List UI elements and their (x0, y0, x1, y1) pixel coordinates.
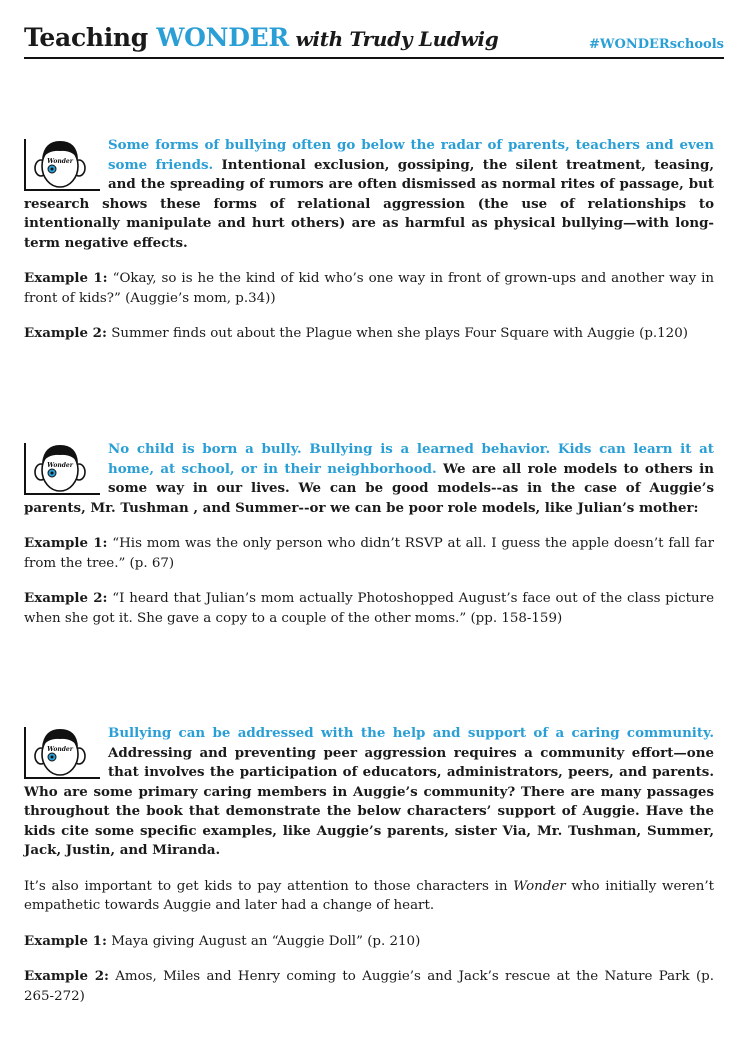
example-text: “I heard that Julian’s mom actually Photoshopped August’s face out of the class picture when she got it. She gave a copy to a couple of the other moms.” (pp. 158-159) (24, 591, 714, 626)
wonder-face-icon (24, 139, 100, 191)
wonder-face-icon (24, 443, 100, 495)
wonder-face-graphic (32, 441, 88, 493)
lead-text: Addressing and preventing peer aggression requires a community effort—one that involves the participation of educators, administrators, peers, and parents. Who are some primary caring members in Auggie’s community? There are many passages throughout the book that demonstrate the below characters’ support of Auggie. Have the kids cite some specific examples, like Auggie’s parents, sister Via, Mr. Tushman, Summer, Jack, Justin, and Miranda. (24, 744, 714, 858)
wonder-face-icon (24, 727, 100, 779)
page-header (24, 22, 724, 59)
section-lead (24, 440, 714, 518)
example-label: Example 1: (24, 270, 108, 286)
example-text: Maya giving August an “Auggie Doll” (p. 210) (106, 933, 421, 949)
example-2 (24, 589, 714, 628)
example-text: “Okay, so is he the kind of kid who’s one way in front of grown-ups and another way in front of kids?” (Auggie’s mom, p.34)) (24, 271, 714, 306)
example-label: Example 1: (24, 535, 108, 551)
example-1 (24, 534, 714, 573)
example-text: Amos, Miles and Henry coming to Auggie’s and Jack’s rescue at the Nature Park (p. 265-272) (24, 969, 715, 1004)
example-label: Example 2: (24, 325, 107, 341)
icon-wordmark: Wonder (47, 462, 73, 469)
lead-text: We are all role models to others in some way in our lives. We can be good models--as in the case of Auggie’s parents, Mr. Tushman , and Summer--or we can be poor role models, like Julian’s mother: (24, 460, 715, 516)
title-brand: WONDER (156, 23, 289, 52)
wonder-face-graphic (32, 137, 88, 189)
example-text: Summer finds out about the Plague when she plays Four Square with Auggie (p.120) (106, 326, 688, 341)
lead-highlight: Bullying can be addressed with the help and support of a caring community. (108, 725, 714, 741)
section-learned-behavior (24, 440, 714, 628)
example-1 (24, 269, 714, 308)
lead-highlight: No child is born a bully. Bullying is a learned behavior. Kids can learn it at home, at school, or in their neighborhood. (108, 441, 714, 477)
example-2 (24, 324, 714, 344)
example-text: “His mom was the only person who didn’t RSVP at all. I guess the apple doesn’t fall far from the tree.” (p. 67) (24, 536, 714, 571)
example-label: Example 2: (24, 968, 109, 984)
note-paragraph (24, 877, 714, 916)
book-title: Wonder (513, 878, 566, 894)
example-label: Example 2: (24, 590, 108, 606)
section-caring-community (24, 724, 714, 1006)
example-2 (24, 967, 714, 1006)
lead-highlight: Some forms of bullying often go below the radar of parents, teachers and even some friends. (108, 137, 714, 173)
wonder-face-graphic (32, 725, 88, 777)
icon-wordmark: Wonder (47, 746, 73, 753)
page-title (24, 22, 498, 55)
lead-text: Intentional exclusion, gossiping, the silent treatment, teasing, and the spreading of rumors are often dismissed as normal rites of passage, but research shows these forms of relational aggression (the use of relationships to intentionally manipulate and hurt others) are as harmful as physical bullying—with long-term negative effects. (24, 156, 714, 251)
icon-wordmark: Wonder (47, 158, 73, 165)
title-main: Teaching (24, 23, 157, 52)
example-label: Example 1: (24, 932, 107, 949)
section-relational-aggression (24, 136, 714, 344)
note-after: who initially weren’t empathetic towards Auggie and later had a change of heart. (24, 878, 714, 913)
hashtag: #WONDERschools (589, 37, 724, 52)
example-1 (24, 932, 714, 952)
section-lead (24, 136, 714, 253)
section-lead (24, 724, 714, 861)
note-before: It’s also important to get kids to pay attention to those characters in (24, 878, 514, 894)
title-with: with Trudy Ludwig (288, 27, 499, 51)
